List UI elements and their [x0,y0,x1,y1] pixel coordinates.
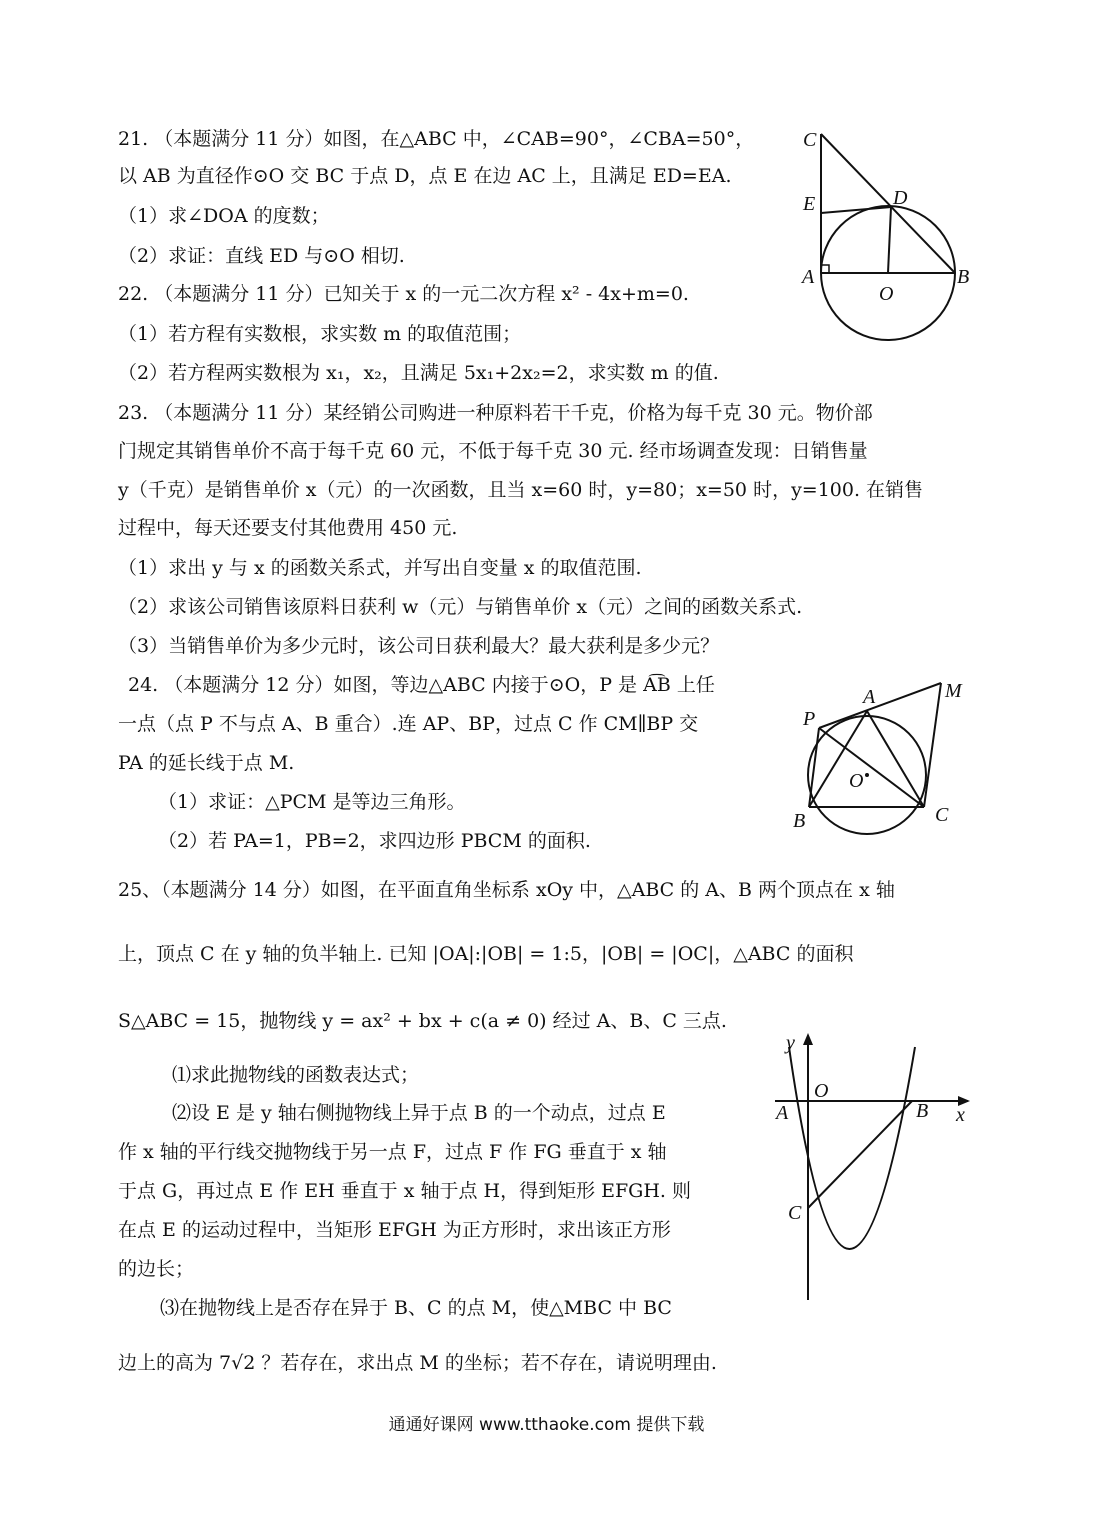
figure-21 [795,120,985,350]
q25-line2: 上，顶点 C 在 y 轴的负半轴上. 已知 |OA|:|OB| = 1:5，|OB| = |OC|，△ABC 的面积 [118,943,854,965]
label-a: A [863,686,876,708]
label-c: C [788,1202,802,1224]
label-o: O [849,770,864,792]
label-o: O [879,283,894,305]
q22-sub2: （2）若方程两实数根为 x₁，x₂，且满足 5x₁+2x₂=2，求实数 m 的值. [118,362,719,384]
segment-bc [808,1101,912,1208]
q25-line3: S△ABC = 15，抛物线 y = ax² + bx + c(a ≠ 0) 经过 A、B、C 三点. [118,1010,727,1032]
q22-line1: 22. （本题满分 11 分）已知关于 x 的一元二次方程 x² - 4x+m=0. [118,283,689,305]
q25-sub1: ⑴求此抛物线的函数表达式； [172,1064,420,1086]
figure-25 [770,1025,985,1310]
q25-sub2-line2: 作 x 轴的平行线交抛物线于另一点 F，过点 F 作 FG 垂直于 x 轴 [118,1141,667,1163]
segment-cm [924,683,941,807]
q23-sub3: （3）当销售单价为多少元时，该公司日获利最大？最大获利是多少元？ [118,635,720,657]
q23-line3: y（千克）是销售单价 x（元）的一次函数，且当 x=60 时，y=80；x=50 时，y=100. 在销售 [118,479,924,501]
label-c: C [935,804,949,826]
label-m: M [945,680,962,702]
label-a: A [802,266,815,288]
label-d: D [893,187,908,209]
q23-sub1: （1）求出 y 与 x 的函数关系式，并写出自变量 x 的取值范围. [118,557,642,579]
segment-pb [809,728,819,807]
segment-od [888,207,891,273]
q24-sub1: （1）求证：△PCM 是等边三角形。 [158,791,466,813]
q22-sub1: （1）若方程有实数根，求实数 m 的取值范围； [118,323,522,345]
label-e: E [803,193,816,215]
segment-ed [821,207,891,213]
y-axis-arrow [803,1033,813,1045]
segment-ab [809,711,867,807]
page-footer: 通通好课网 www.tthaoke.com 提供下载 [388,1415,705,1435]
q21-line1: 21. （本题满分 11 分）如图，在△ABC 中，∠CAB=90°，∠CBA=50°， [118,128,755,150]
q21-line2: 以 AB 为直径作⊙O 交 BC 于点 D，点 E 在边 AC 上，且满足 ED=EA. [118,165,732,187]
q24-line2: 一点（点 P 不与点 A、B 重合）.连 AP、BP，过点 C 作 CM∥BP 交 [118,713,699,735]
label-b: B [793,810,806,832]
q24-line3: PA 的延长线于点 M. [118,752,295,774]
label-y: y [786,1032,795,1054]
q23-line2: 门规定其销售单价不高于每千克 60 元，不低于每千克 30 元. 经市场调查发现：日销售量 [118,440,868,462]
label-b: B [916,1100,929,1122]
q25-sub3-line2: 边上的高为 7√2 ？若存在，求出点 M 的坐标；若不存在，请说明理由. [118,1352,717,1374]
q21-sub2: （2）求证：直线 ED 与⊙O 相切. [118,245,405,267]
q24-sub2: （2）若 PA=1，PB=2，求四边形 PBCM 的面积. [158,830,591,852]
q23-line1: 23. （本题满分 11 分）某经销公司购进一种原料若干千克，价格为每千克 30 元。物价部 [118,402,873,424]
q25-line1: 25、（本题满分 14 分）如图，在平面直角坐标系 xOy 中，△ABC 的 A、B 两个顶点在 x 轴 [118,879,895,901]
q25-sub3-line1: ⑶在抛物线上是否存在异于 B、C 的点 M，使△MBC 中 BC [160,1297,672,1319]
label-p: P [803,708,816,730]
q23-line4: 过程中，每天还要支付其他费用 450 元. [118,517,458,539]
q23-sub2: （2）求该公司销售该原料日获利 w（元）与销售单价 x（元）之间的函数关系式. [118,596,803,618]
q21-sub1: （1）求∠DOA 的度数； [118,205,330,227]
q24-line1: 24. （本题满分 12 分）如图，等边△ABC 内接于⊙O，P 是 A͡B 上任 [128,674,715,696]
center-dot [865,773,869,777]
label-o: O [814,1080,829,1102]
q25-sub2-line5: 的边长； [118,1258,195,1280]
label-c: C [803,129,817,151]
label-x: x [956,1104,965,1126]
q25-sub2-line3: 于点 G，再过点 E 作 EH 垂直于 x 轴于点 H，得到矩形 EFGH. 则 [118,1180,692,1202]
segment-pm [819,683,941,728]
segment-ca [867,711,924,807]
label-a: A [776,1102,789,1124]
q25-sub2-line4: 在点 E 的运动过程中，当矩形 EFGH 为正方形时，求出该正方形 [118,1219,671,1241]
label-b: B [957,266,970,288]
figure-24 [785,675,975,840]
segment-pc [819,728,924,807]
q25-sub2-line1: ⑵设 E 是 y 轴右侧抛物线上异于点 B 的一个动点，过点 E [172,1102,666,1124]
